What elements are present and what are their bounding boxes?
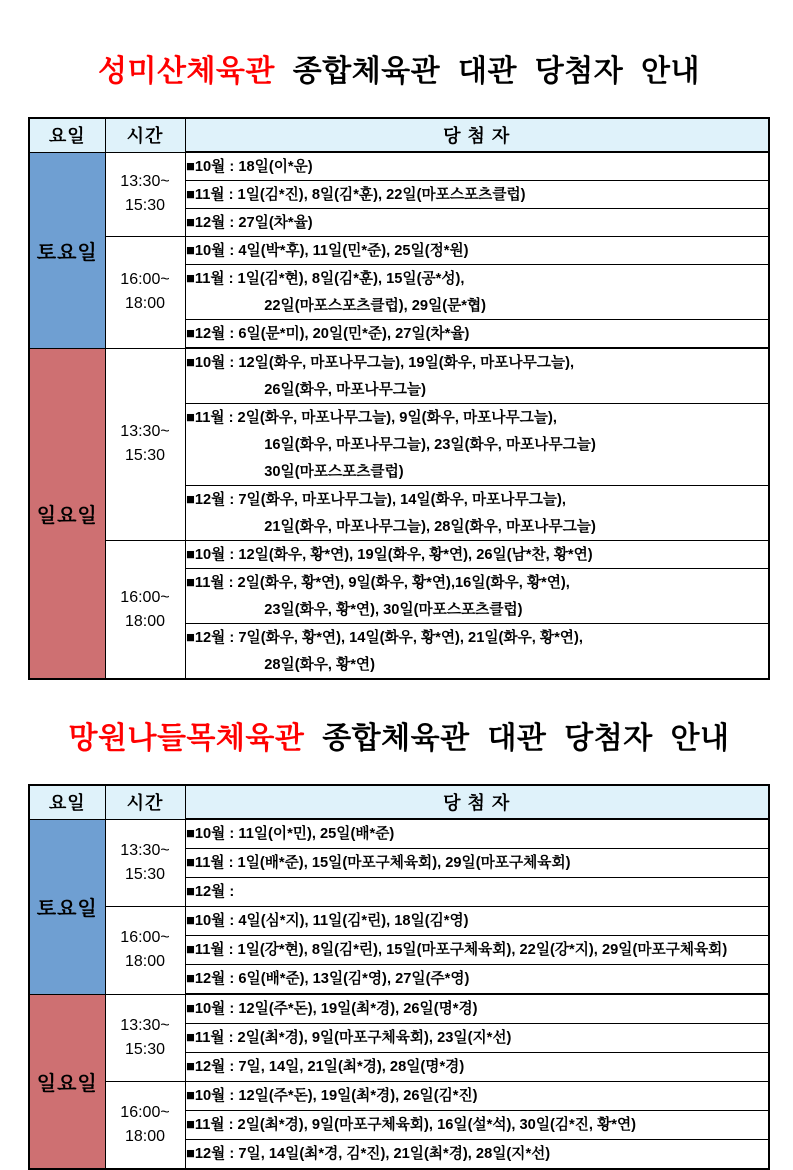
winner-line: ■10월 : 12일(주*돈), 19일(최*경), 26일(명*경): [185, 1000, 478, 1017]
table-row: [29, 348, 769, 404]
winner-cell: [185, 348, 769, 404]
winner-cell: [185, 209, 769, 237]
time-line: 16:00~: [120, 588, 170, 606]
page-title: [28, 46, 770, 90]
column-header-time: 시간: [105, 785, 185, 819]
winner-line: ■12월 : 7일(화우, 황*연), 14일(화우, 황*연), 21일(화우, 황*연),: [185, 629, 583, 646]
winner-cell: [185, 1140, 769, 1170]
table-header-row: [29, 118, 769, 152]
table-row: [29, 994, 769, 1024]
title-rest: 종합체육관 대관 당첨자 안내: [292, 55, 700, 88]
winner-cell: [185, 265, 769, 320]
winner-cell: [185, 237, 769, 265]
time-line: 16:00~: [120, 1104, 170, 1121]
winner-line: ■10월 : 18일(이*운): [185, 158, 313, 175]
winner-line: ■11월 : 2일(화우, 마포나무그늘), 9일(화우, 마포나무그늘),: [185, 409, 557, 426]
column-header-winner: 당 첨 자: [185, 118, 769, 152]
winner-line: 23일(화우, 황*연), 30일(마포스포츠클럽): [263, 601, 523, 618]
winner-line: ■12월 : 7일, 14일, 21일(최*경), 28일(명*경): [185, 1058, 464, 1075]
section-mangwon: [28, 713, 770, 1170]
table-row: [29, 237, 769, 265]
winner-line: ■11월 : 1일(배*준), 15일(마포구체육회), 29일(마포구체육회): [185, 854, 570, 871]
column-header-day: 요일: [29, 785, 105, 819]
winner-cell: [185, 849, 769, 878]
winner-cell: [185, 404, 769, 486]
winner-cell: [185, 1053, 769, 1082]
winners-table-seongmisan: [28, 117, 770, 680]
winners-table-mangwon: [28, 784, 770, 1170]
column-header-time: 시간: [105, 118, 185, 152]
winner-line: ■10월 : 11일(이*민), 25일(배*준): [185, 825, 394, 842]
time-line: 18:00: [124, 1128, 166, 1145]
winner-line: 26일(화우, 마포나무그늘): [263, 381, 426, 398]
winner-line: ■11월 : 2일(화우, 황*연), 9일(화우, 황*연),16일(화우, 황*연),: [185, 574, 570, 591]
winner-line: ■12월 : 6일(배*준), 13일(김*영), 27일(주*영): [185, 970, 469, 987]
winner-line: ■10월 : 12일(화우, 마포나무그늘), 19일(화우, 마포나무그늘),: [185, 354, 574, 371]
day-cell-sunday: 일요일: [29, 348, 105, 679]
winner-line: ■11월 : 1일(김*현), 8일(김*훈), 15일(공*성),: [185, 270, 464, 287]
time-cell: [105, 994, 185, 1082]
winner-cell: [185, 1082, 769, 1111]
day-cell-saturday: 토요일: [29, 819, 105, 994]
winner-cell: [185, 907, 769, 936]
day-cell-sunday: 일요일: [29, 994, 105, 1169]
venue-name: 망원나들목체육관: [68, 722, 305, 755]
winner-line: ■12월 : 7일, 14일(최*경, 김*진), 21일(최*경), 28일(지*선): [185, 1145, 550, 1162]
winner-cell: [185, 878, 769, 907]
time-cell: [105, 907, 185, 995]
winner-cell: [185, 1024, 769, 1053]
time-cell: [105, 819, 185, 907]
winner-cell: [185, 1111, 769, 1140]
time-cell: [105, 1082, 185, 1170]
time-line: 15:30: [124, 447, 166, 465]
day-cell-saturday: 토요일: [29, 152, 105, 348]
winner-cell: [185, 624, 769, 680]
winner-line: ■11월 : 2일(최*경), 9일(마포구체육회), 23일(지*선): [185, 1029, 511, 1046]
time-line: 16:00~: [120, 271, 170, 289]
time-line: 16:00~: [120, 929, 170, 947]
winner-line: ■10월 : 4일(심*지), 11일(김*린), 18일(김*영): [185, 912, 469, 929]
time-cell: [105, 237, 185, 349]
column-header-winner: 당 첨 자: [185, 785, 769, 819]
time-line: 18:00: [124, 953, 166, 971]
winner-cell: [185, 486, 769, 541]
table-row: [29, 152, 769, 181]
winner-line: ■10월 : 4일(박*후), 11일(민*준), 25일(정*원): [185, 242, 469, 259]
time-cell: [105, 541, 185, 680]
time-cell: [105, 152, 185, 237]
winner-line: 30일(마포스포츠클럽): [263, 463, 404, 480]
winner-line: ■12월 : 6일(문*미), 20일(민*준), 27일(차*율): [185, 325, 469, 342]
winner-line: ■11월 : 2일(최*경), 9일(마포구체육회), 16일(설*석), 30일(김*진, 황*연): [185, 1116, 636, 1133]
winner-cell: [185, 936, 769, 965]
winner-cell: [185, 320, 769, 349]
winner-line: 22일(마포스포츠클럽), 29일(문*협): [263, 297, 486, 314]
winner-cell: [185, 819, 769, 849]
table-row: [29, 541, 769, 569]
column-header-day: 요일: [29, 118, 105, 152]
table-header-row: [29, 785, 769, 819]
winner-line: 21일(화우, 마포나무그늘), 28일(화우, 마포나무그늘): [263, 518, 596, 535]
title-rest: 종합체육관 대관 당첨자 안내: [322, 722, 730, 755]
venue-name: 성미산체육관: [98, 55, 275, 88]
table-row: [29, 819, 769, 849]
winner-cell: [185, 152, 769, 181]
page-title: [28, 713, 770, 757]
winner-cell: [185, 994, 769, 1024]
winner-line: ■10월 : 12일(화우, 황*연), 19일(화우, 황*연), 26일(남*찬, 황*연): [185, 546, 593, 563]
time-line: 15:30: [124, 197, 166, 215]
time-line: 13:30~: [120, 173, 170, 191]
time-line: 15:30: [124, 1040, 166, 1058]
winner-line: 28일(화우, 황*연): [263, 656, 375, 673]
time-line: 13:30~: [120, 841, 170, 859]
time-cell: [105, 348, 185, 541]
winner-line: 16일(화우, 마포나무그늘), 23일(화우, 마포나무그늘): [263, 436, 596, 453]
winner-line: ■12월 : 7일(화우, 마포나무그늘), 14일(화우, 마포나무그늘),: [185, 491, 566, 508]
time-line: 18:00: [124, 612, 166, 630]
table-row: [29, 1082, 769, 1111]
winner-line: ■12월 : 27일(차*율): [185, 214, 313, 231]
winner-line: ■11월 : 1일(김*진), 8일(김*훈), 22일(마포스포츠클럽): [185, 186, 526, 203]
winner-line: ■11월 : 1일(강*현), 8일(김*린), 15일(마포구체육회), 22일(강*지), 29일(마포구체육회): [185, 941, 727, 958]
winner-cell: [185, 181, 769, 209]
time-line: 18:00: [124, 295, 166, 313]
winner-line: ■12월 :: [185, 883, 234, 900]
winner-cell: [185, 541, 769, 569]
winner-cell: [185, 569, 769, 624]
section-seongmisan: [28, 46, 770, 680]
winner-line: ■10월 : 12일(주*돈), 19일(최*경), 26일(김*진): [185, 1087, 478, 1104]
winner-cell: [185, 965, 769, 995]
table-row: [29, 907, 769, 936]
time-line: 13:30~: [120, 1016, 170, 1034]
time-line: 13:30~: [120, 423, 170, 441]
time-line: 15:30: [124, 865, 166, 883]
